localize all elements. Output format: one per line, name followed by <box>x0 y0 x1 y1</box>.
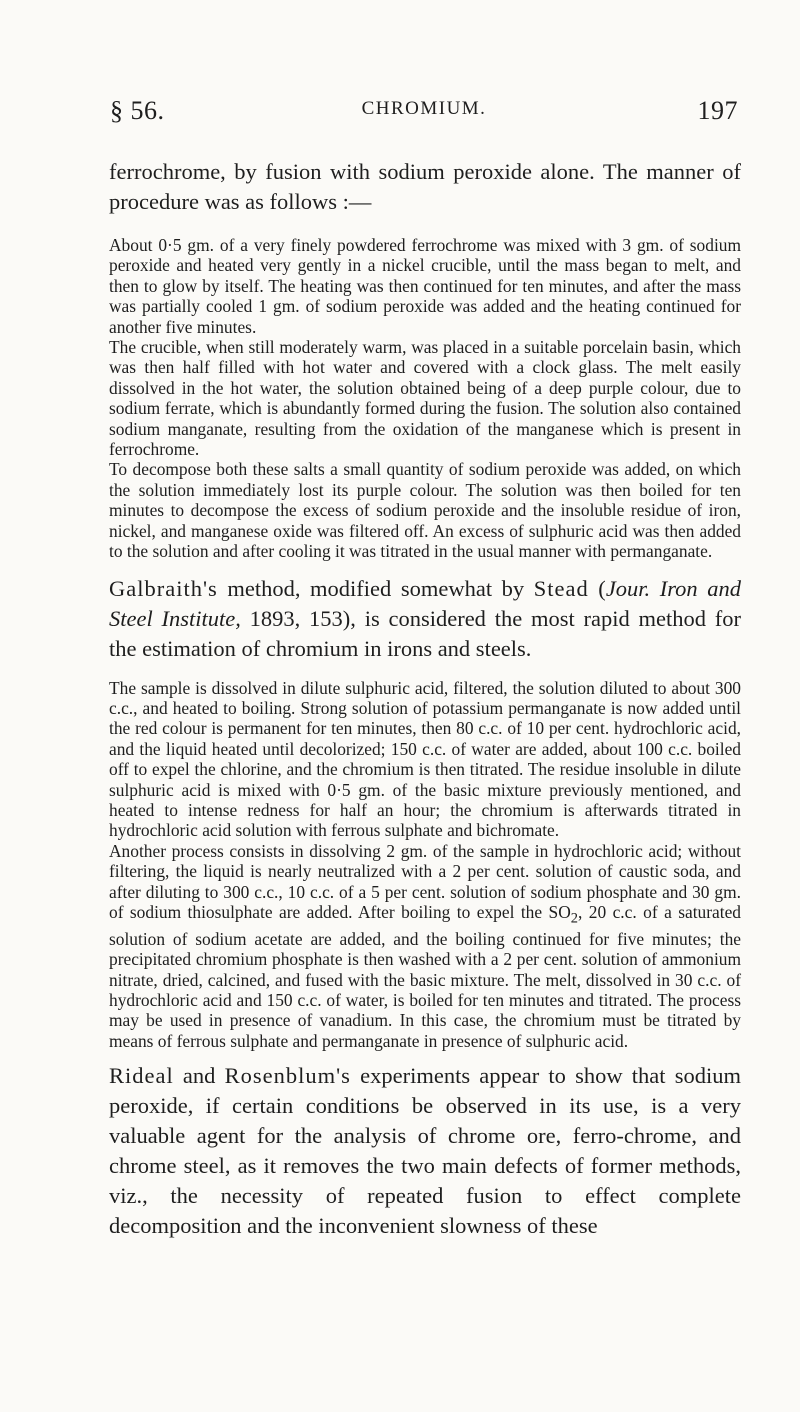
author-name: Galbraith's <box>109 575 218 601</box>
author-name: Stead <box>533 575 589 601</box>
section-number: § 56. <box>110 96 165 125</box>
paragraph-procedure-1: About 0·5 gm. of a very finely powdered ferrochrome was mixed with 3 gm. of sodium peroxide and heated very gently in a nickel crucible, until the mass began to melt, and then to glow by itself. The heating was then continued for ten minutes, and after the mass was partially cooled 1 gm. of sodium peroxide was added and the heating continued for another five minutes. <box>109 235 741 337</box>
page-body <box>109 157 741 1241</box>
author-name: Rideal <box>109 1063 174 1089</box>
subscript: 2 <box>570 910 578 927</box>
paragraph-intro: ferrochrome, by fusion with sodium peroxide alone. The manner of procedure was as follows :— <box>109 159 741 214</box>
page-number: 197 <box>697 96 738 125</box>
paragraph-another-process: Another process consists in dissolving 2 gm. of the sample in hydrochloric acid; without filtering, the liquid is nearly neutralized with a 2 per cent. solution of caustic soda, and after diluting to 300 c.c., 10 c.c. of a 5 per cent. solution of sodium phosphate and 30 gm. of sodium thiosulphate are added. After boiling to expel the $SO_2$, 20 c.c. of a saturated solution of sodium acetate are added, and the boiling continued for five minutes; the precipitated chromium phosphate is then washed with a 2 per cent. solution of ammonium nitrate, dried, calcined, and fused with the basic mixture. The melt, dissolved in 30 c.c. of hydrochloric acid and 150 c.c. of water, is boiled for ten minutes and titrated. The process may be used in presence of vanadium. In this case, the chromium must be titrated by means of ferrous sulphate and permanganate in presence of sulphuric acid. <box>109 840 741 1051</box>
paragraph-sample-method: The sample is dissolved in dilute sulphuric acid, filtered, the solution diluted to about 300 c.c., and heated to boiling. Strong solution of potassium permanganate is now added until the red colour is permanent for ten minutes, then 80 c.c. of 10 per cent. hydrochloric acid, and the liquid heated until decolorized; 150 c.c. of water are added, about 100 c.c. boiled off to expel the chlorine, and the chromium is then titrated. The residue insoluble in dilute sulphuric acid is mixed with 0·5 gm. of the basic mixture previously mentioned, and heated to intense redness for half an hour; the chromium is afterwards titrated in hydrochloric acid solution with ferrous sulphate and bichromate. <box>109 677 741 841</box>
paragraph-procedure-3: To decompose both these salts a small quantity of sodium peroxide was added, on which the solution immediately lost its purple colour. The solution was then boiled for ten minutes to decompose the excess of sodium peroxide and the insoluble residue of iron, nickel, and manganese oxide was filtered off. An excess of sulphuric acid was then added to the solution and after cooling it was titrated in the usual manner with permanganate. <box>109 459 741 562</box>
paragraph-galbraith: Galbraith's method, modified somewhat by Stead (Jour. Iron and Steel Institute, 1893, 153), is considered the most rapid method for the estimation of chromium in irons and steels. <box>109 575 741 661</box>
running-header <box>110 96 738 136</box>
paragraph-procedure-2: The crucible, when still moderately warm, was placed in a suitable porcelain basin, which was then half filled with hot water and covered with a clock glass. The melt easily dissolved in the hot water, the solution obtained being of a deep purple colour, due to sodium ferrate, which is abundantly formed during the fusion. The solution also contained sodium manganate, resulting from the oxidation of the manganese which is present in ferrochrome. <box>109 337 741 460</box>
author-name: Rosenblum's <box>224 1063 351 1089</box>
journal-citation: Jour. Iron and Steel Institute, <box>109 575 741 631</box>
paragraph-rideal: Rideal and Rosenblum's experiments appear to show that sodium peroxide, if certain conditions be observed in its use, is a very valuable agent for the analysis of chrome ore, ferro-chrome, and chrome steel, as it removes the two main defects of former methods, viz., the necessity of repeated fusion to effect complete decomposition and the inconvenient slowness of these <box>109 1063 741 1239</box>
chapter-title: CHROMIUM. <box>361 98 487 119</box>
